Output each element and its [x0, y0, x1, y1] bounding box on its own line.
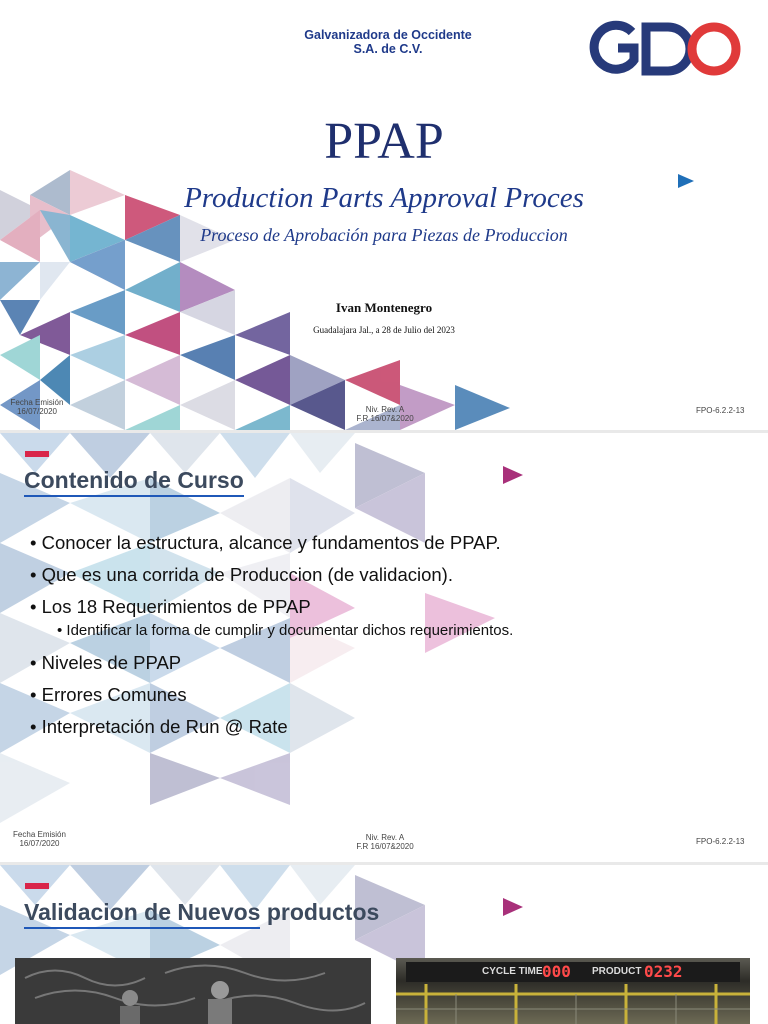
list-item: • Errores Comunes	[30, 684, 187, 705]
display-value-product: 0232	[644, 962, 683, 981]
company-name	[250, 28, 526, 56]
footer-revision-date: F.R 16/07&2020	[356, 414, 414, 423]
section-title-text: productos	[266, 899, 380, 925]
subtitle-spanish: Proceso de Aprobación para Piezas de Produccion	[200, 225, 568, 245]
display-label-product: PRODUCT	[592, 966, 642, 977]
display-value-cycle-time: 000	[542, 962, 571, 981]
footer-issue-value: 16/07/2020	[16, 407, 58, 416]
section-title-text: Contenido de Curso	[24, 467, 244, 497]
footer-revision	[340, 405, 430, 423]
play-arrow-icon	[678, 174, 694, 188]
footer-issue-label: Fecha Emisión	[13, 830, 66, 839]
factory-photo-workers	[15, 958, 371, 1024]
list-item: • Conocer la estructura, alcance y fundamentos de PPAP.	[30, 532, 501, 553]
section-title-text-underlined: Validacion de Nuevos	[24, 899, 260, 929]
footer-form-code: FPO-6.2.2-13	[696, 837, 745, 846]
footer-revision-date: F.R 16/07&2020	[356, 842, 414, 851]
list-item: • Que es una corrida de Produccion (de validacion).	[30, 564, 453, 585]
place-and-date: Guadalajara Jal., a 28 de Julio del 2023	[313, 325, 455, 335]
section-title	[24, 467, 244, 494]
footer-form-code: FPO-6.2.2-13	[696, 406, 745, 415]
list-item: • Niveles de PPAP	[30, 652, 182, 673]
footer-revision-level: Niv. Rev. A	[365, 405, 405, 414]
section-accent-bar	[25, 451, 49, 457]
company-name-line2: S.A. de C.V.	[353, 42, 423, 56]
slide-title	[0, 0, 768, 430]
gdo-logo	[588, 20, 750, 78]
factory-photo-graphic	[15, 958, 371, 1024]
presentation-title: PPAP	[324, 113, 444, 170]
footer-issue-date	[2, 398, 72, 416]
play-arrow-icon	[503, 898, 523, 916]
factory-floor-graphic	[396, 984, 750, 1024]
slide-course-content	[0, 433, 768, 862]
sub-list-item: • Identificar la forma de cumplir y documentar dichos requerimientos.	[57, 622, 514, 639]
company-name-line1: Galvanizadora de Occidente	[304, 28, 472, 42]
footer-issue-value: 16/07/2020	[19, 839, 60, 848]
author-name: Ivan Montenegro	[335, 300, 433, 315]
content-bullet-list	[30, 530, 750, 746]
subtitle-english: Production Parts Approval Proces	[184, 182, 584, 214]
section-title	[24, 899, 379, 926]
footer-issue-date	[2, 830, 77, 848]
list-item: • Los 18 Requerimientos de PPAP	[30, 596, 311, 617]
slide-validation	[0, 865, 768, 1024]
section-accent-bar	[25, 883, 49, 889]
factory-photo-display-board	[396, 958, 750, 1024]
list-item: • Interpretación de Run @ Rate	[30, 716, 288, 737]
footer-revision	[340, 833, 430, 851]
cycle-display-board	[406, 962, 740, 982]
display-label-cycle-time: CYCLE TIME	[482, 966, 543, 977]
footer-revision-level: Niv. Rev. A	[365, 833, 405, 842]
play-arrow-icon	[503, 466, 523, 484]
footer-issue-label: Fecha Emisión	[10, 398, 64, 407]
